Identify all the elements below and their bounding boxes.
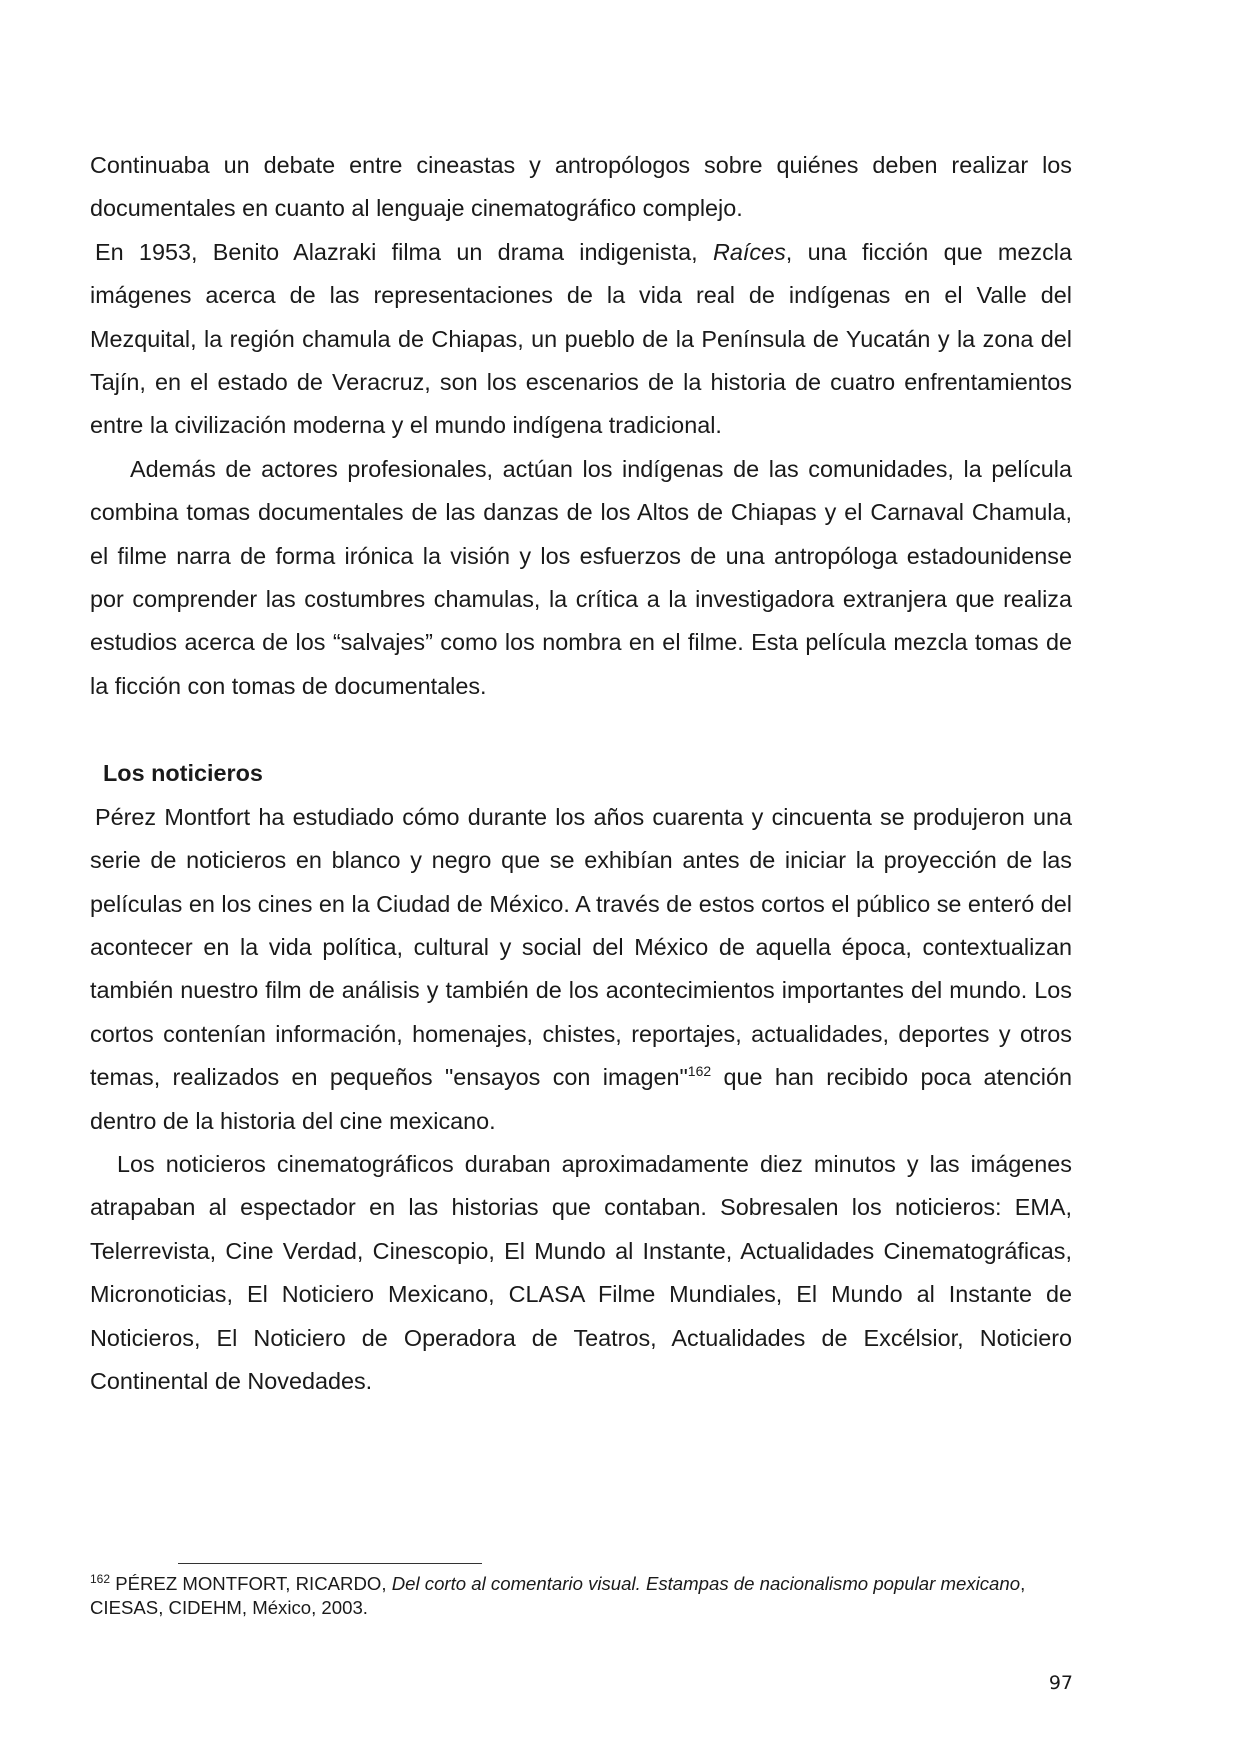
- paragraph-montfort: [90, 796, 1072, 1143]
- section-heading: Los noticieros: [103, 760, 263, 787]
- film-title-raices: Raíces: [712, 238, 786, 265]
- footnote: [90, 1572, 1072, 1620]
- footnote-publisher: , CIESAS, CIDEHM, México, 2003.: [90, 1573, 1026, 1618]
- paragraph-raices: [90, 231, 1072, 448]
- footnote-number: 162: [90, 1572, 111, 1586]
- paragraph-debate: Continuaba un debate entre cineastas y antropólogos sobre quiénes deben realizar los documentales en cuanto al lenguaje cinematográfico complejo.: [90, 152, 1072, 222]
- paragraph-montfort-text-b: que han recibido poca atención dentro de la historia del cine mexicano.: [90, 1064, 1072, 1134]
- footnote-separator: [178, 1563, 482, 1564]
- paragraph-raices-text-a: En 1953, Benito Alazraki filma un drama indigenista,: [95, 238, 713, 265]
- page-number: 97: [1048, 1672, 1073, 1694]
- paragraph-montfort-text-a: Pérez Montfort ha estudiado cómo durante los años cuarenta y cincuenta se produjeron una serie de noticieros en blanco y negro que se exhibían antes de iniciar la proyección de las películas en los cines en la Ciudad de México. A través de estos cortos el público se enteró del acontecer en la vida política, cultural y social del México de aquella época, contextualizan también nuestro film de análisis y también de los acontecimientos importantes del mundo. Los cortos contenían información, homenajes, chistes, reportajes, actualidades, deportes y otros temas, realizados en pequeños "ensayos con imagen": [90, 803, 1072, 1091]
- footnote-author: PÉREZ MONTFORT, RICARDO,: [110, 1573, 392, 1594]
- footnote-title: Del corto al comentario visual. Estampas de nacionalismo popular mexicano: [391, 1573, 1021, 1594]
- paragraph-noticieros: Los noticieros cinematográficos duraban aproximadamente diez minutos y las imágenes atrapaban al espectador en las historias que contaban. Sobresalen los noticieros: EMA, Telerrevista, Cine Verdad, Cinescopio, El Mundo al Instante, Actualidades Cinematográficas, Micronoticias, El Noticiero Mexicano, CLASA Filme Mundiales, El Mundo al Instante de Noticieros, El Noticiero de Operadora de Teatros, Actualidades de Excélsior, Noticiero Continental de Novedades.: [90, 1150, 1072, 1394]
- paragraph-actors: Además de actores profesionales, actúan los indígenas de las comunidades, la película combina tomas documentales de las danzas de los Altos de Chiapas y el Carnaval Chamula, el filme narra de forma irónica la visión y los esfuerzos de una antropóloga estadounidense por comprender las costumbres chamulas, la crítica a la investigadora extranjera que realiza estudios acerca de los “salvajes” como los nombra en el filme. Esta película mezcla tomas de la ficción con tomas de documentales.: [90, 455, 1072, 699]
- footnote-reference[interactable]: 162: [687, 1063, 712, 1080]
- page-body: [90, 144, 1072, 1403]
- paragraph-raices-text-b: , una ficción que mezcla imágenes acerca de las representaciones de la vida real de indígenas en el Valle del Mezquital, la región chamula de Chiapas, un pueblo de la Península de Yucatán y la zona del Tajín, en el estado de Veracruz, son los escenarios de la historia de cuatro enfrentamientos entre la civilización moderna y el mundo indígena tradicional.: [90, 238, 1072, 439]
